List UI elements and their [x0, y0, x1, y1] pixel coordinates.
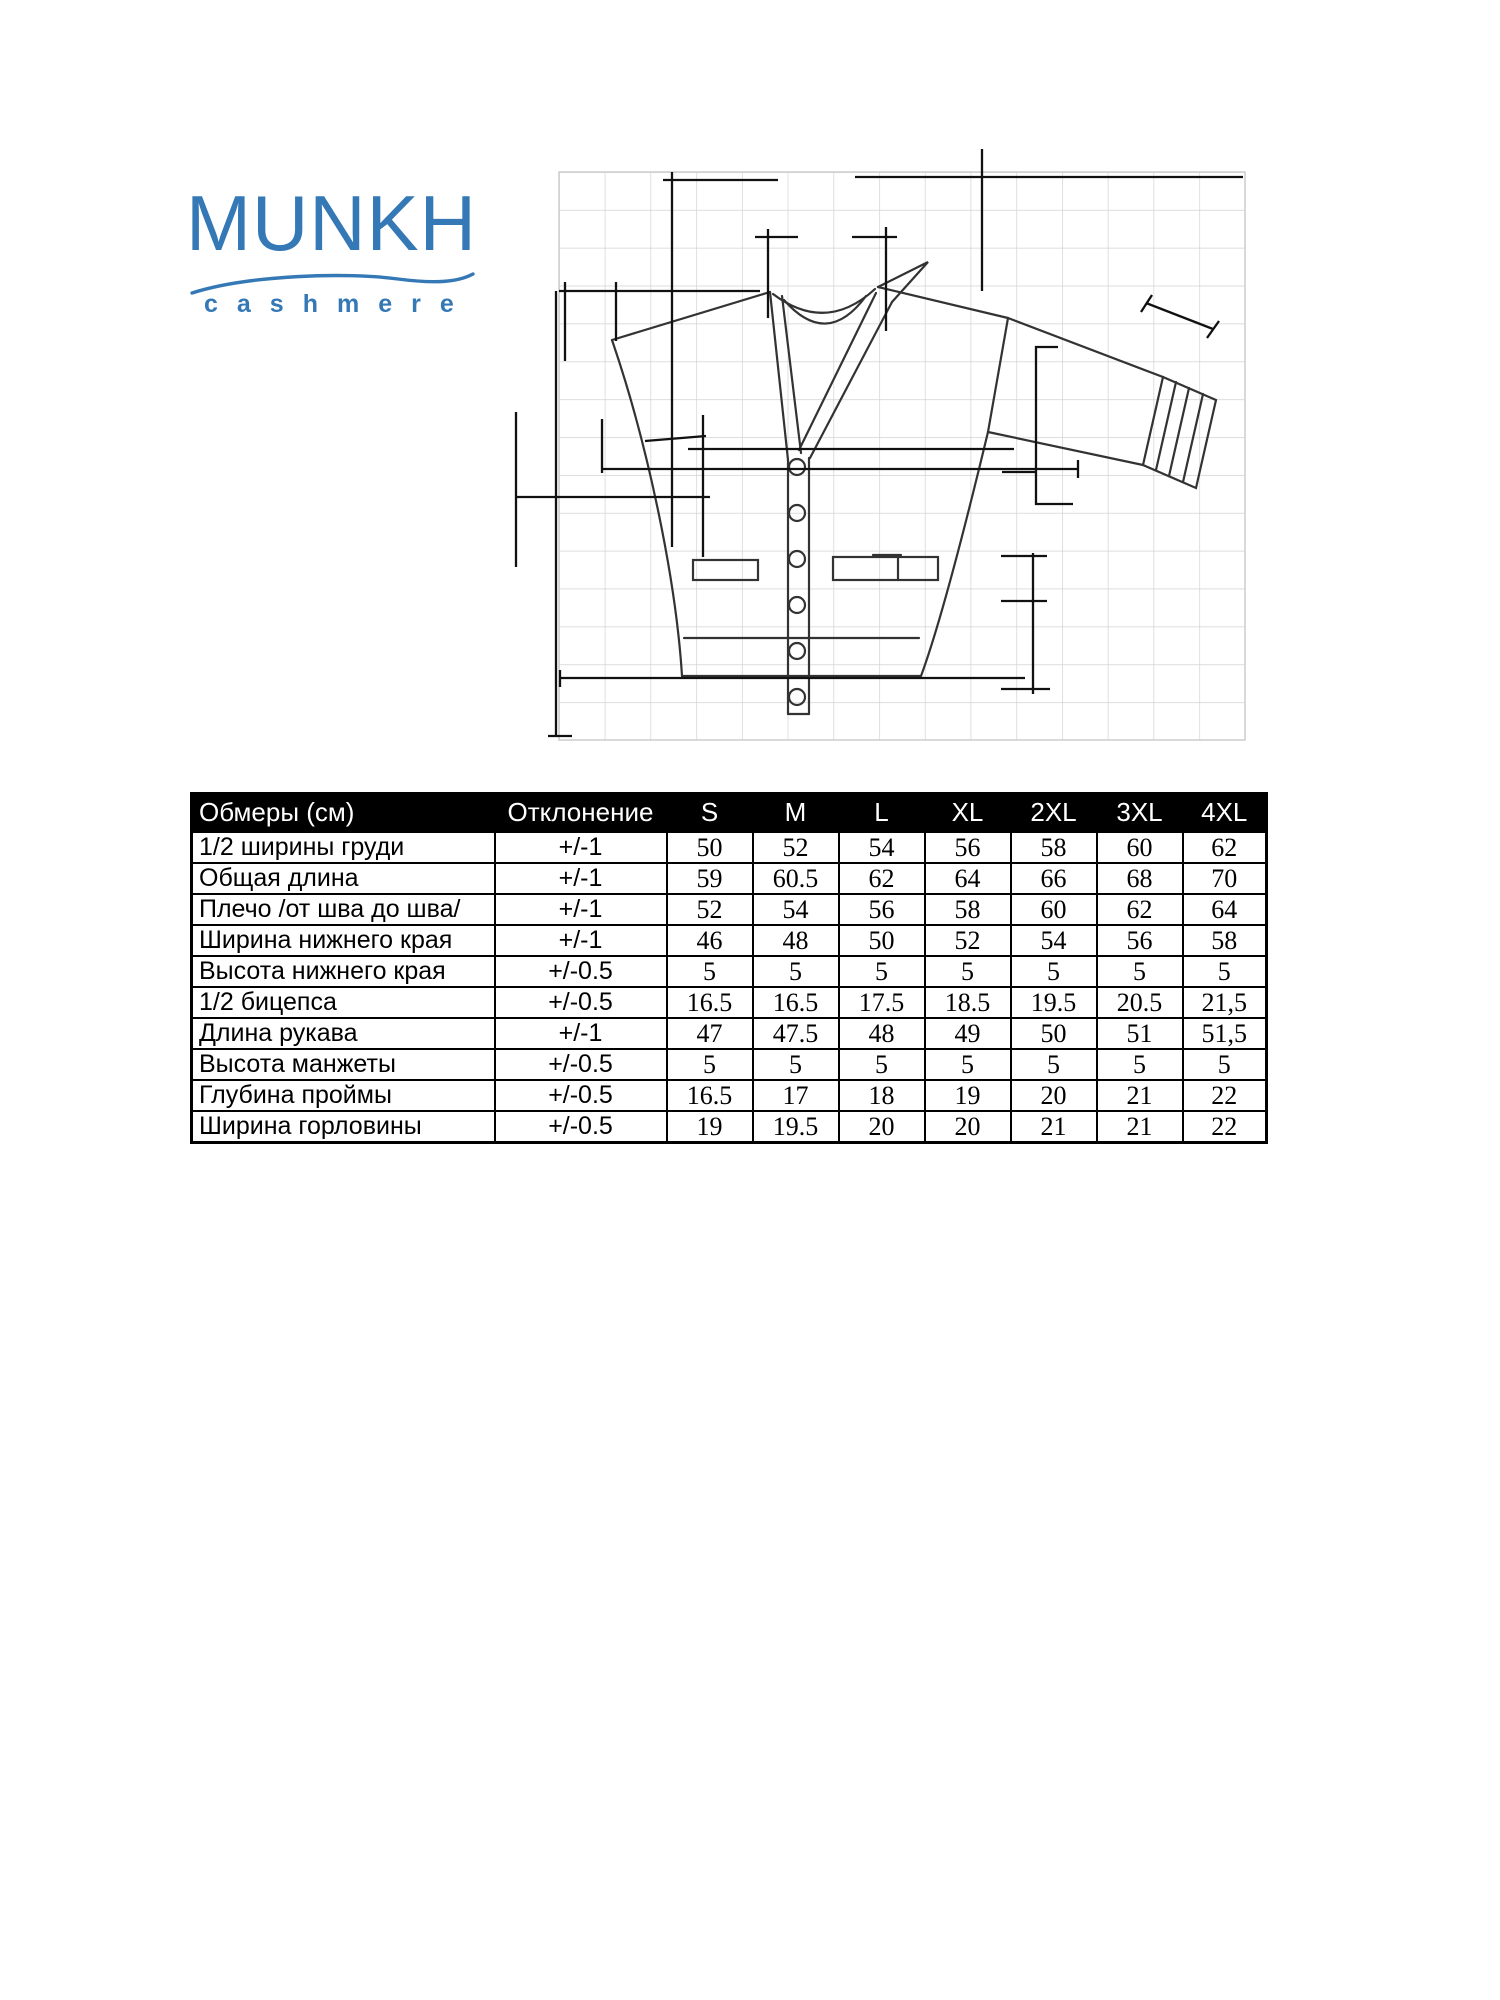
- size-cell: 51: [1097, 1018, 1183, 1049]
- header-size-m: M: [753, 794, 839, 833]
- size-cell: 18.5: [925, 987, 1011, 1018]
- row-label: Высота манжеты: [192, 1049, 495, 1080]
- size-cell: 50: [667, 832, 753, 863]
- row-label: Плечо /от шва до шва/: [192, 894, 495, 925]
- size-cell: 49: [925, 1018, 1011, 1049]
- size-cell: 64: [1183, 894, 1267, 925]
- size-cell: 5: [1097, 1049, 1183, 1080]
- size-cell: 21,5: [1183, 987, 1267, 1018]
- size-cell: 20: [925, 1111, 1011, 1143]
- brand-wordmark: MUNKH: [186, 179, 477, 267]
- size-cell: 21: [1011, 1111, 1097, 1143]
- tolerance-cell: +/-1: [495, 894, 667, 925]
- row-label: 1/2 бицепса: [192, 987, 495, 1018]
- table-header-row: [192, 794, 1267, 833]
- size-cell: 46: [667, 925, 753, 956]
- size-cell: 52: [925, 925, 1011, 956]
- size-cell: 50: [839, 925, 925, 956]
- table-row: [192, 925, 1267, 956]
- row-label: Ширина горловины: [192, 1111, 495, 1143]
- size-cell: 16.5: [667, 987, 753, 1018]
- header-size-xl: XL: [925, 794, 1011, 833]
- size-cell: 54: [1011, 925, 1097, 956]
- size-cell: 66: [1011, 863, 1097, 894]
- size-cell: 58: [1183, 925, 1267, 956]
- size-cell: 5: [753, 956, 839, 987]
- size-cell: 52: [667, 894, 753, 925]
- size-cell: 17.5: [839, 987, 925, 1018]
- size-cell: 64: [925, 863, 1011, 894]
- size-cell: 22: [1183, 1111, 1267, 1143]
- size-cell: 5: [667, 1049, 753, 1080]
- table-row: [192, 1080, 1267, 1111]
- table-row: [192, 863, 1267, 894]
- size-cell: 5: [925, 956, 1011, 987]
- row-label: Длина рукава: [192, 1018, 495, 1049]
- size-cell: 60.5: [753, 863, 839, 894]
- size-cell: 60: [1011, 894, 1097, 925]
- size-cell: 68: [1097, 863, 1183, 894]
- table-row: [192, 832, 1267, 863]
- size-cell: 62: [1097, 894, 1183, 925]
- row-label: Общая длина: [192, 863, 495, 894]
- size-cell: 50: [1011, 1018, 1097, 1049]
- size-cell: 56: [925, 832, 1011, 863]
- size-cell: 20: [1011, 1080, 1097, 1111]
- size-cell: 54: [839, 832, 925, 863]
- tolerance-cell: +/-0.5: [495, 1049, 667, 1080]
- size-cell: 48: [753, 925, 839, 956]
- tolerance-cell: +/-1: [495, 832, 667, 863]
- size-cell: 60: [1097, 832, 1183, 863]
- table-row: [192, 1049, 1267, 1080]
- size-cell: 70: [1183, 863, 1267, 894]
- size-cell: 19: [667, 1111, 753, 1143]
- tolerance-cell: +/-0.5: [495, 987, 667, 1018]
- size-cell: 18: [839, 1080, 925, 1111]
- size-cell: 21: [1097, 1111, 1183, 1143]
- size-cell: 20.5: [1097, 987, 1183, 1018]
- size-cell: 17: [753, 1080, 839, 1111]
- size-cell: 21: [1097, 1080, 1183, 1111]
- size-cell: 20: [839, 1111, 925, 1143]
- row-label: Глубина проймы: [192, 1080, 495, 1111]
- header-size-3xl: 3XL: [1097, 794, 1183, 833]
- table-row: [192, 1111, 1267, 1143]
- row-label: Ширина нижнего края: [192, 925, 495, 956]
- size-cell: 19.5: [1011, 987, 1097, 1018]
- size-cell: 5: [1183, 1049, 1267, 1080]
- size-cell: 5: [839, 1049, 925, 1080]
- size-cell: 56: [839, 894, 925, 925]
- header-size-l: L: [839, 794, 925, 833]
- size-cell: 16.5: [667, 1080, 753, 1111]
- size-cell: 19: [925, 1080, 1011, 1111]
- cardigan-diagram: [430, 120, 1260, 750]
- header-size-2xl: 2XL: [1011, 794, 1097, 833]
- size-cell: 5: [753, 1049, 839, 1080]
- size-cell: 54: [753, 894, 839, 925]
- tolerance-cell: +/-0.5: [495, 1111, 667, 1143]
- size-cell: 48: [839, 1018, 925, 1049]
- tolerance-cell: +/-0.5: [495, 1080, 667, 1111]
- size-cell: 62: [1183, 832, 1267, 863]
- size-cell: 16.5: [753, 987, 839, 1018]
- table-row: [192, 956, 1267, 987]
- row-label: Высота нижнего края: [192, 956, 495, 987]
- size-cell: 5: [1183, 956, 1267, 987]
- tolerance-cell: +/-1: [495, 1018, 667, 1049]
- diagram-grid: [559, 172, 1245, 740]
- tolerance-cell: +/-1: [495, 863, 667, 894]
- size-cell: 19.5: [753, 1111, 839, 1143]
- size-cell: 62: [839, 863, 925, 894]
- size-cell: 58: [925, 894, 1011, 925]
- table-row: [192, 1018, 1267, 1049]
- size-cell: 56: [1097, 925, 1183, 956]
- size-cell: 5: [925, 1049, 1011, 1080]
- size-cell: 22: [1183, 1080, 1267, 1111]
- header-tolerance: Отклонение: [495, 794, 667, 833]
- size-cell: 59: [667, 863, 753, 894]
- size-table: [190, 792, 1268, 1144]
- size-cell: 47.5: [753, 1018, 839, 1049]
- size-cell: 5: [1097, 956, 1183, 987]
- size-cell: 5: [667, 956, 753, 987]
- size-cell: 52: [753, 832, 839, 863]
- header-size-s: S: [667, 794, 753, 833]
- header-measure: Обмеры (см): [192, 794, 495, 833]
- tolerance-cell: +/-0.5: [495, 956, 667, 987]
- size-cell: 47: [667, 1018, 753, 1049]
- size-cell: 5: [1011, 956, 1097, 987]
- brand-tagline: cashmere: [204, 290, 473, 318]
- header-size-4xl: 4XL: [1183, 794, 1267, 833]
- row-label: 1/2 ширины груди: [192, 832, 495, 863]
- size-cell: 5: [839, 956, 925, 987]
- size-cell: 5: [1011, 1049, 1097, 1080]
- size-cell: 58: [1011, 832, 1097, 863]
- table-row: [192, 894, 1267, 925]
- size-cell: 51,5: [1183, 1018, 1267, 1049]
- tolerance-cell: +/-1: [495, 925, 667, 956]
- table-row: [192, 987, 1267, 1018]
